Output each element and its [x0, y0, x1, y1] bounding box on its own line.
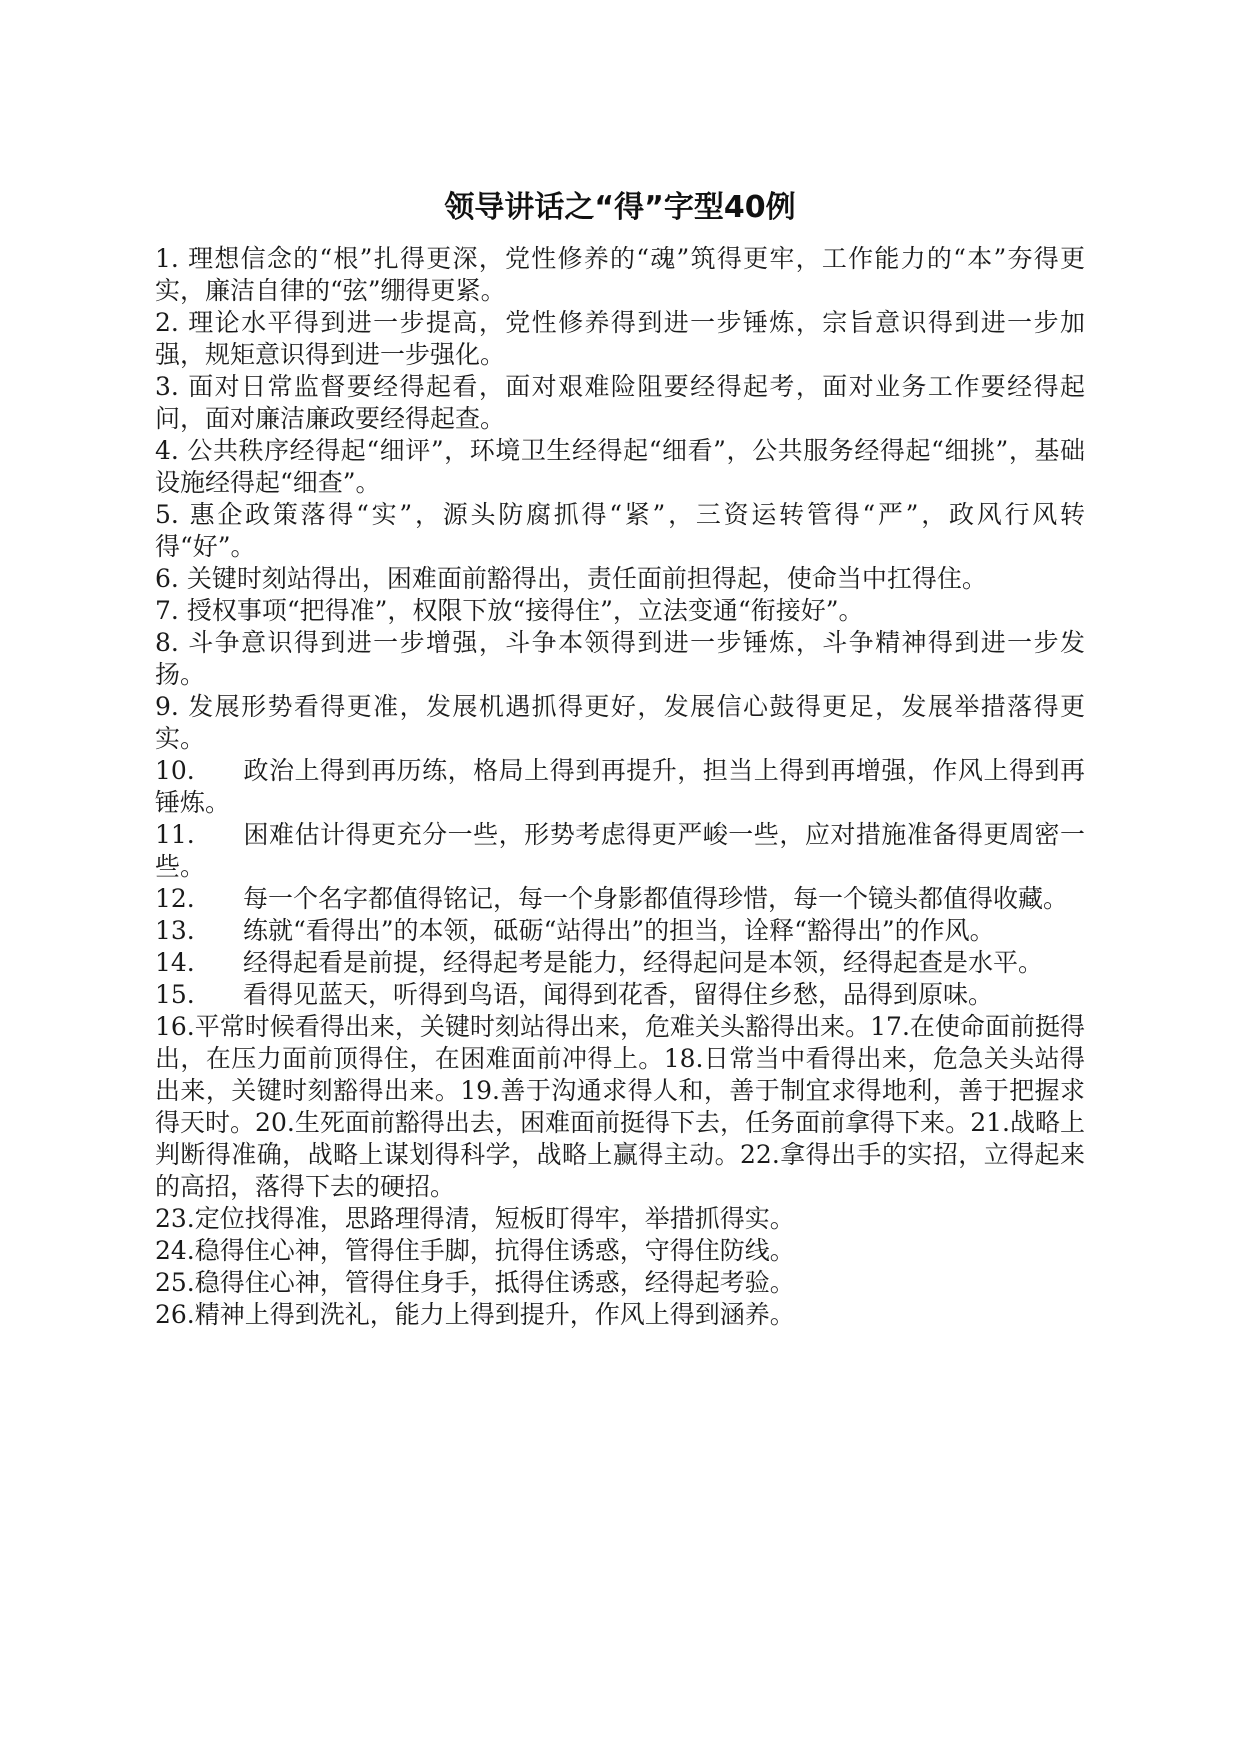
- item-number: 1.: [155, 244, 179, 273]
- item-number: 12.: [155, 884, 195, 913]
- list-item: [155, 243, 1085, 307]
- list-item: [155, 627, 1085, 691]
- item-number: 2.: [155, 308, 179, 337]
- item-text: 看得见蓝天，听得到鸟语，闻得到花香，留得住乡愁，品得到原味。: [243, 980, 994, 1009]
- document-title: 领导讲话之“得”字型40例: [444, 190, 796, 225]
- item-text: 政治上得到再历练，格局上得到再提升，担当上得到再增强，作风上得到再锤炼。: [155, 756, 1085, 817]
- item-number: 6.: [155, 564, 179, 593]
- item-number: 13.: [155, 916, 195, 945]
- list-item: 26.精神上得到洗礼，能力上得到提升，作风上得到涵养。: [155, 1300, 795, 1329]
- item-text: 发展形势看得更准，发展机遇抓得更好，发展信心鼓得更足，发展举措落得更实。: [155, 692, 1085, 753]
- item-number: 10.: [155, 756, 195, 785]
- item-text: 练就“看得出”的本领，砥砺“站得出”的担当，诠释“豁得出”的作风。: [243, 916, 995, 945]
- item-text: 理论水平得到进一步提高，党性修养得到进一步锤炼，宗旨意识得到进一步加强，规矩意识得到进一步强化。: [155, 308, 1085, 369]
- item-number: 7.: [155, 596, 179, 625]
- item-number: 15.: [155, 980, 195, 1009]
- list-item: [155, 755, 1085, 819]
- item-text: 经得起看是前提，经得起考是能力，经得起问是本领，经得起查是水平。: [243, 948, 1044, 977]
- item-text: 斗争意识得到进一步增强，斗争本领得到进一步锤炼，斗争精神得到进一步发扬。: [155, 628, 1085, 689]
- item-number: 14.: [155, 948, 195, 977]
- merged-paragraph: 16.平常时候看得出来，关键时刻站得出来，危难关头豁得出来。17.在使命面前挺得出，在压力面前顶得住，在困难面前冲得上。18.日常当中看得出来，危急关头站得出来，关键时刻豁得出来。19.善于沟通求得人和，善于制宜求得地利，善于把握求得天时。20.生死面前豁得出去，困难面前挺得下去，任务面前拿得下来。21.战略上判断得准确，战略上谋划得科学，战略上赢得主动。22.拿得出手的实招，立得起来的高招，落得下去的硬招。: [155, 1012, 1085, 1201]
- item-number: 8.: [155, 628, 179, 657]
- list-item: [155, 595, 1085, 627]
- list-item: 25.稳得住心神，管得住身手，抵得住诱惑，经得起考验。: [155, 1268, 795, 1297]
- list-item: [155, 691, 1085, 755]
- item-text: 惠企政策落得“实”，源头防腐抓得“紧”，三资运转管得“严”，政风行风转得“好”。: [155, 500, 1086, 561]
- item-text: 授权事项“把得准”，权限下放“接得住”，立法变通“衔接好”。: [186, 596, 864, 625]
- item-text: 每一个名字都值得铭记，每一个身影都值得珍惜，每一个镜头都值得收藏。: [243, 884, 1069, 913]
- list-item: [155, 915, 1085, 947]
- item-number: 4.: [155, 436, 179, 465]
- list-item: [155, 979, 1085, 1011]
- list-item: [155, 563, 1085, 595]
- list-item: [155, 499, 1085, 563]
- list-item: [155, 819, 1085, 883]
- list-item: [155, 435, 1085, 499]
- list-item: [155, 371, 1085, 435]
- item-text: 理想信念的“根”扎得更深，党性修养的“魂”筑得更牢，工作能力的“本”夯得更实，廉洁自律的“弦”绷得更紧。: [155, 244, 1086, 305]
- item-number: 9.: [155, 692, 179, 721]
- item-number: 5.: [155, 500, 179, 529]
- list-item: [155, 307, 1085, 371]
- list-item: [155, 883, 1085, 915]
- document-body: [155, 243, 1085, 1331]
- item-number: 3.: [155, 372, 179, 401]
- item-text: 困难估计得更充分一些，形势考虑得更严峻一些，应对措施准备得更周密一些。: [155, 820, 1085, 881]
- item-text: 关键时刻站得出，困难面前豁得出，责任面前担得起，使命当中扛得住。: [186, 564, 987, 593]
- item-text: 公共秩序经得起“细评”，环境卫生经得起“细看”，公共服务经得起“细挑”，基础设施经得起“细查”。: [155, 436, 1085, 497]
- list-item: 23.定位找得准，思路理得清，短板盯得牢，举措抓得实。: [155, 1204, 795, 1233]
- item-number: 11.: [155, 820, 195, 849]
- item-text: 面对日常监督要经得起看，面对艰难险阻要经得起考，面对业务工作要经得起问，面对廉洁廉政要经得起查。: [155, 372, 1085, 433]
- list-item: 24.稳得住心神，管得住手脚，抗得住诱惑，守得住防线。: [155, 1236, 795, 1265]
- list-item: [155, 947, 1085, 979]
